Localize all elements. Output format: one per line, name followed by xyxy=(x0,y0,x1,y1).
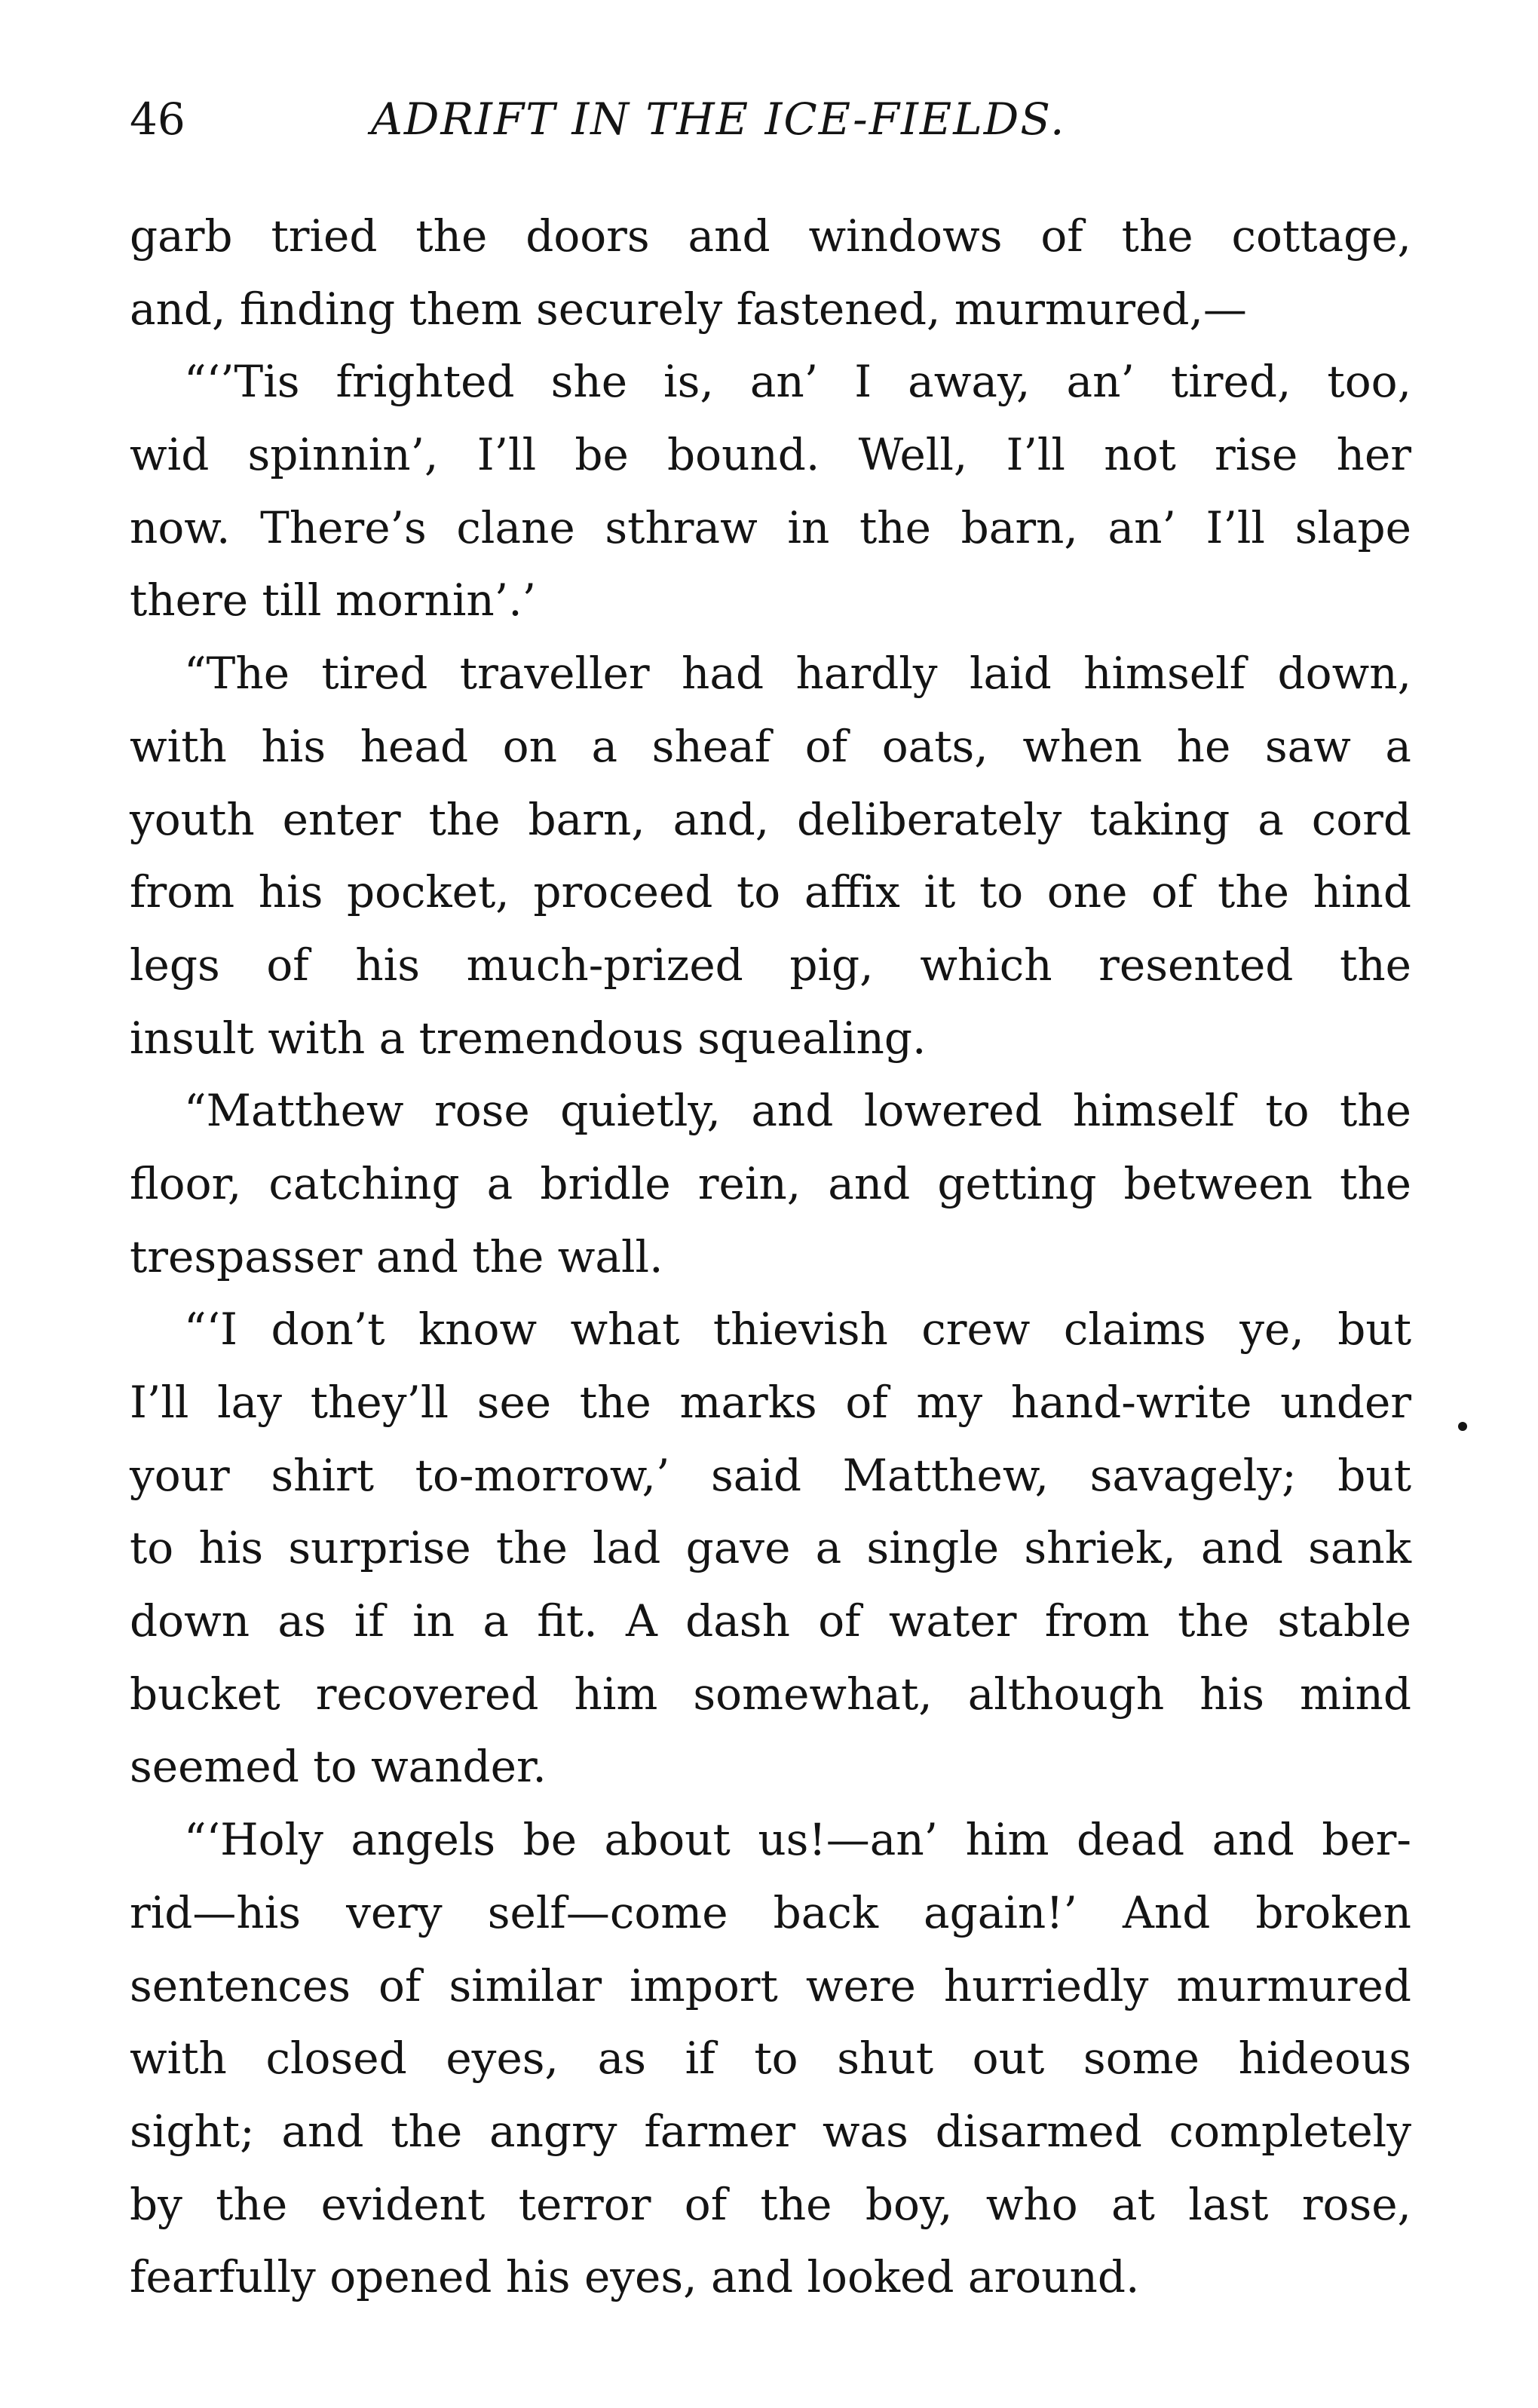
text-line: seemed to wander. xyxy=(130,1741,547,1793)
text-line: wid spinnin’, I’ll be bound. Well, I’ll not rise her xyxy=(130,429,1411,481)
text-line: rid—his very self—come back again!’ And broken xyxy=(130,1886,1411,1938)
text-line: bucket recovered him somewhat, although his mind xyxy=(130,1668,1411,1720)
text-line: insult with a tremendous squealing. xyxy=(130,1012,927,1064)
running-head xyxy=(130,89,1411,149)
running-title: ADRIFT IN THE ICE-FIELDS. xyxy=(371,93,1066,145)
text-line: by the evident terror of the boy, who at last rose, xyxy=(130,2178,1411,2230)
text-line: from his pocket, proceed to affix it to one of the hind xyxy=(130,866,1411,918)
text-line: your shirt to-morrow,’ said Matthew, savagely; but xyxy=(130,1449,1411,1501)
text-line: now. There’s clane sthraw in the barn, an’ I’ll slape xyxy=(130,501,1411,553)
text-line: garb tried the doors and windows of the cottage, xyxy=(130,210,1411,262)
text-line: there till mornin’.’ xyxy=(130,574,537,627)
text-line: “The tired traveller had hardly laid himself down, xyxy=(184,648,1411,700)
text-line: sight; and the angry farmer was disarmed completely xyxy=(130,2105,1411,2157)
page-number: 46 xyxy=(130,93,185,145)
ink-speck xyxy=(1458,1422,1467,1431)
text-line: “Matthew rose quietly, and lowered himself to the xyxy=(184,1085,1411,1137)
text-line: sentences of similar import were hurriedly murmured xyxy=(130,1959,1411,2011)
text-line: trespasser and the wall. xyxy=(130,1230,663,1282)
text-line: floor, catching a bridle rein, and getting between the xyxy=(130,1157,1411,1209)
text-line: “‘Holy angels be about us!—an’ him dead and ber- xyxy=(184,1814,1411,1866)
text-line: to his surprise the lad gave a single shriek, and sank xyxy=(130,1522,1411,1574)
text-line: down as if in a fit. A dash of water from the stable xyxy=(130,1595,1411,1647)
text-line: “‘’Tis frighted she is, an’ I away, an’ tired, too, xyxy=(184,356,1411,408)
body-text xyxy=(130,200,1411,2314)
text-line: and, finding them securely fastened, murmured,— xyxy=(130,283,1247,335)
text-line: legs of his much-prized pig, which resented the xyxy=(130,939,1411,991)
text-line: I’ll lay they’ll see the marks of my hand-write under xyxy=(130,1377,1411,1428)
text-line: with his head on a sheaf of oats, when he saw a xyxy=(130,720,1411,772)
text-line: youth enter the barn, and, deliberately taking a cord xyxy=(130,793,1411,845)
text-line: “‘I don’t know what thievish crew claims ye, but xyxy=(184,1304,1411,1356)
text-line: with closed eyes, as if to shut out some hideous xyxy=(130,2033,1411,2085)
text-line: fearfully opened his eyes, and looked around. xyxy=(130,2251,1140,2303)
